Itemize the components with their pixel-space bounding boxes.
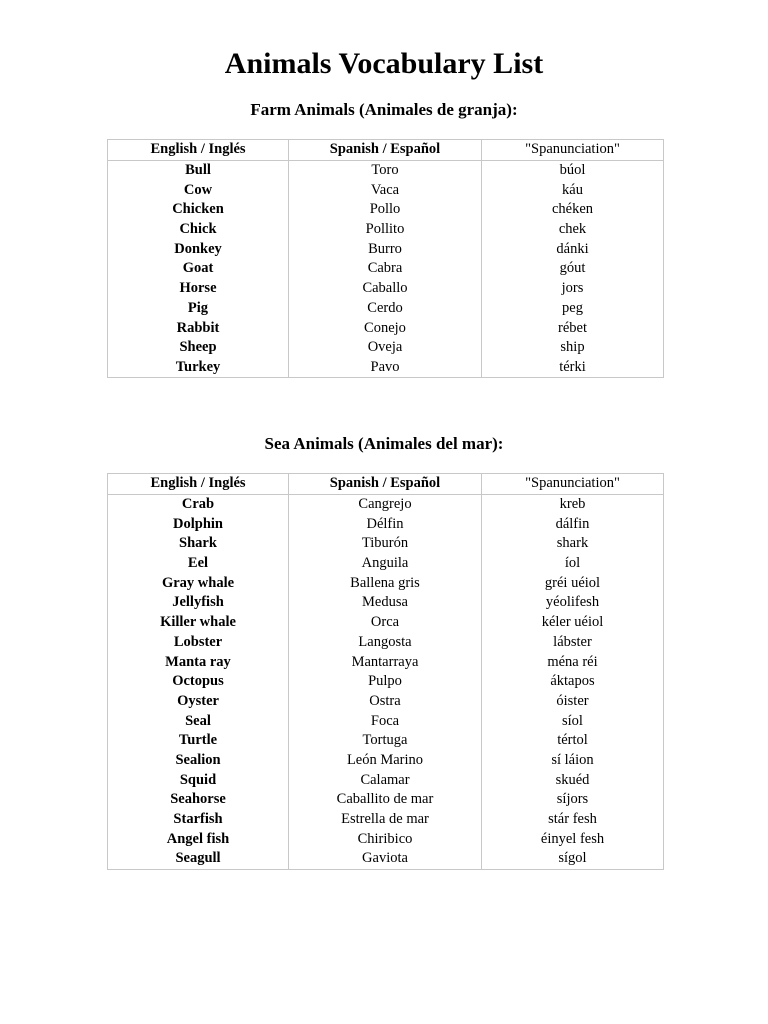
pronunciation: óister [482, 692, 664, 712]
english-word: Squid [108, 770, 289, 790]
pronunciation: skuéd [482, 770, 664, 790]
pronunciation: éinyel fesh [482, 829, 664, 849]
table-row [108, 593, 664, 613]
table-row [108, 318, 664, 338]
table-row [108, 514, 664, 534]
column-header-pronunciation: "Spanunciation" [482, 140, 664, 161]
spanish-word: Gaviota [289, 849, 482, 869]
spanish-word: Burro [289, 239, 482, 259]
english-word: Rabbit [108, 318, 289, 338]
english-word: Lobster [108, 633, 289, 653]
spanish-word: Pavo [289, 358, 482, 378]
pronunciation: stár fesh [482, 810, 664, 830]
column-header-english: English / Inglés [108, 140, 289, 161]
table-row [108, 338, 664, 358]
table-row [108, 554, 664, 574]
pronunciation: gréi uéiol [482, 573, 664, 593]
table-row [108, 751, 664, 771]
table-row [108, 849, 664, 869]
spanish-word: Oveja [289, 338, 482, 358]
spanish-word: Caballo [289, 279, 482, 299]
spanish-word: Calamar [289, 770, 482, 790]
spanish-word: Cerdo [289, 299, 482, 319]
english-word: Goat [108, 259, 289, 279]
spanish-word: Conejo [289, 318, 482, 338]
pronunciation: áktapos [482, 672, 664, 692]
table-row [108, 652, 664, 672]
english-word: Pig [108, 299, 289, 319]
pronunciation: tértol [482, 731, 664, 751]
pronunciation: dánki [482, 239, 664, 259]
english-word: Gray whale [108, 573, 289, 593]
spanish-word: Foca [289, 711, 482, 731]
spanish-word: Tiburón [289, 534, 482, 554]
table-row [108, 829, 664, 849]
column-header-spanish: Spanish / Español [289, 474, 482, 495]
pronunciation: yéolifesh [482, 593, 664, 613]
pronunciation: peg [482, 299, 664, 319]
sea-animals-table [107, 473, 664, 870]
table-row [108, 160, 664, 180]
english-word: Dolphin [108, 514, 289, 534]
pronunciation: ship [482, 338, 664, 358]
pronunciation: lábster [482, 633, 664, 653]
table-row [108, 633, 664, 653]
spanish-word: Orca [289, 613, 482, 633]
english-word: Horse [108, 279, 289, 299]
spanish-word: Pulpo [289, 672, 482, 692]
english-word: Eel [108, 554, 289, 574]
english-word: Octopus [108, 672, 289, 692]
english-word: Starfish [108, 810, 289, 830]
pronunciation: kéler uéiol [482, 613, 664, 633]
english-word: Cow [108, 180, 289, 200]
sea-animals-rows [108, 494, 664, 869]
english-word: Turtle [108, 731, 289, 751]
table-row [108, 810, 664, 830]
pronunciation: sígol [482, 849, 664, 869]
pronunciation: búol [482, 160, 664, 180]
english-word: Bull [108, 160, 289, 180]
table-row [108, 731, 664, 751]
english-word: Seagull [108, 849, 289, 869]
pronunciation: dálfin [482, 514, 664, 534]
pronunciation: kreb [482, 494, 664, 514]
pronunciation: síjors [482, 790, 664, 810]
pronunciation: rébet [482, 318, 664, 338]
english-word: Shark [108, 534, 289, 554]
table-row [108, 358, 664, 378]
english-word: Oyster [108, 692, 289, 712]
spanish-word: Toro [289, 160, 482, 180]
farm-animals-heading: Farm Animals (Animales de granja): [250, 100, 518, 119]
table-row [108, 613, 664, 633]
english-word: Chicken [108, 200, 289, 220]
farm-animals-rows [108, 160, 664, 378]
table-row [108, 259, 664, 279]
table-row [108, 573, 664, 593]
pronunciation: shark [482, 534, 664, 554]
table-row [108, 790, 664, 810]
column-header-spanish: Spanish / Español [289, 140, 482, 161]
english-word: Killer whale [108, 613, 289, 633]
table-row [108, 239, 664, 259]
spanish-word: Cabra [289, 259, 482, 279]
table-row [108, 692, 664, 712]
english-word: Sheep [108, 338, 289, 358]
spanish-word: Ballena gris [289, 573, 482, 593]
spanish-word: Pollito [289, 220, 482, 240]
table-header-row [108, 140, 664, 161]
english-word: Turkey [108, 358, 289, 378]
spanish-word: Caballito de mar [289, 790, 482, 810]
pronunciation: íol [482, 554, 664, 574]
table-row [108, 200, 664, 220]
spanish-word: León Marino [289, 751, 482, 771]
spanish-word: Délfin [289, 514, 482, 534]
pronunciation: síol [482, 711, 664, 731]
english-word: Jellyfish [108, 593, 289, 613]
spanish-word: Mantarraya [289, 652, 482, 672]
table-row [108, 534, 664, 554]
pronunciation: jors [482, 279, 664, 299]
english-word: Chick [108, 220, 289, 240]
table-row [108, 279, 664, 299]
pronunciation: chéken [482, 200, 664, 220]
table-row [108, 494, 664, 514]
table-header-row [108, 474, 664, 495]
english-word: Crab [108, 494, 289, 514]
page-title: Animals Vocabulary List [224, 47, 544, 80]
column-header-pronunciation: "Spanunciation" [482, 474, 664, 495]
table-row [108, 220, 664, 240]
spanish-word: Tortuga [289, 731, 482, 751]
spanish-word: Medusa [289, 593, 482, 613]
spanish-word: Pollo [289, 200, 482, 220]
spanish-word: Langosta [289, 633, 482, 653]
spanish-word: Ostra [289, 692, 482, 712]
english-word: Manta ray [108, 652, 289, 672]
table-row [108, 770, 664, 790]
english-word: Sealion [108, 751, 289, 771]
spanish-word: Estrella de mar [289, 810, 482, 830]
spanish-word: Cangrejo [289, 494, 482, 514]
spanish-word: Anguila [289, 554, 482, 574]
table-row [108, 711, 664, 731]
spanish-word: Vaca [289, 180, 482, 200]
pronunciation: káu [482, 180, 664, 200]
english-word: Seahorse [108, 790, 289, 810]
pronunciation: ména réi [482, 652, 664, 672]
column-header-english: English / Inglés [108, 474, 289, 495]
table-row [108, 180, 664, 200]
english-word: Donkey [108, 239, 289, 259]
english-word: Seal [108, 711, 289, 731]
farm-animals-table [107, 139, 664, 378]
pronunciation: térki [482, 358, 664, 378]
sea-animals-heading: Sea Animals (Animales del mar): [264, 434, 504, 453]
table-row [108, 672, 664, 692]
table-row [108, 299, 664, 319]
pronunciation: sí láion [482, 751, 664, 771]
english-word: Angel fish [108, 829, 289, 849]
pronunciation: góut [482, 259, 664, 279]
pronunciation: chek [482, 220, 664, 240]
spanish-word: Chiribico [289, 829, 482, 849]
